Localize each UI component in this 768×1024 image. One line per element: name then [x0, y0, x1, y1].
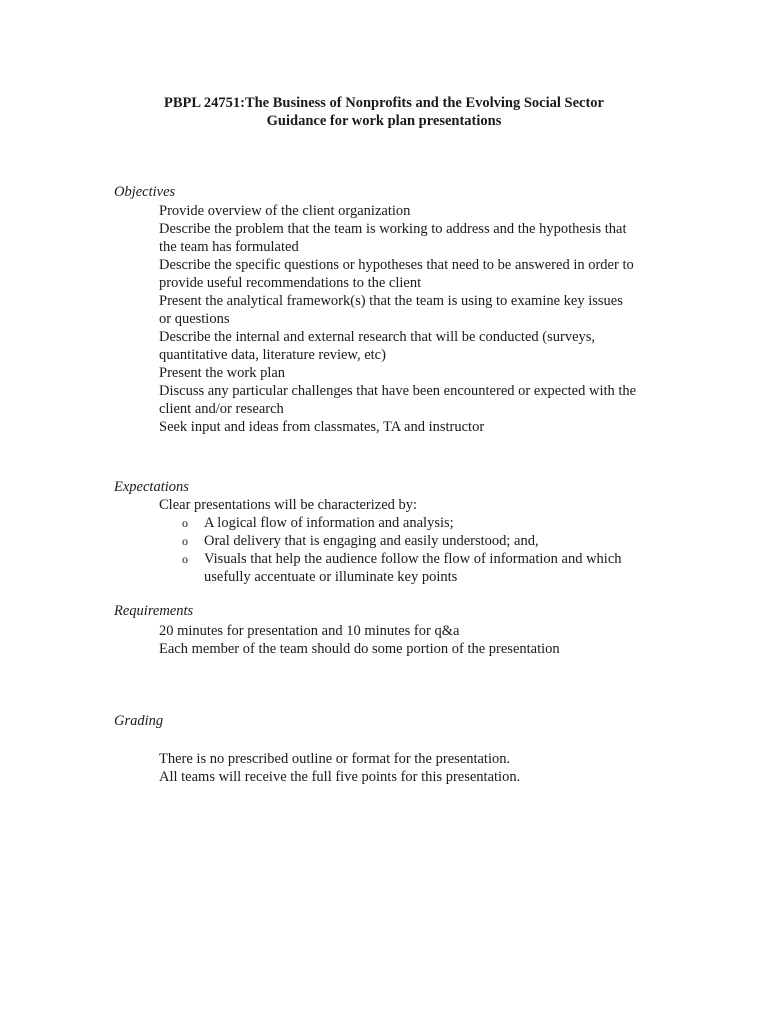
objective-line: or questions [159, 311, 230, 327]
objective-line: Present the analytical framework(s) that the team is using to examine key issues [159, 293, 623, 309]
objective-line: quantitative data, literature review, etc) [159, 347, 386, 363]
objective-line: client and/or research [159, 401, 284, 417]
requirement-line: Each member of the team should do some portion of the presentation [159, 641, 560, 657]
document-title [0, 94, 768, 130]
objectives-heading: Objectives [114, 184, 176, 200]
bullet-text: usefully accentuate or illuminate key points [204, 569, 458, 585]
list-item [159, 514, 669, 532]
hollow-bullet-icon: o [182, 552, 188, 566]
document-subtitle: Guidance for work plan presentations [266, 113, 502, 129]
requirements-heading: Requirements [114, 603, 194, 619]
grading-heading: Grading [114, 713, 164, 729]
objective-line: provide useful recommendations to the client [159, 275, 422, 291]
objective-line: Provide overview of the client organization [159, 203, 411, 219]
expectations-bullet-list [159, 514, 669, 586]
objective-line: Describe the internal and external research that will be conducted (surveys, [159, 329, 596, 345]
objective-line: Seek input and ideas from classmates, TA and instructor [159, 419, 485, 435]
objective-line: Describe the problem that the team is working to address and the hypothesis that [159, 221, 627, 237]
list-item [159, 550, 669, 586]
objective-line: Present the work plan [159, 365, 286, 381]
hollow-bullet-icon: o [182, 516, 188, 530]
requirement-line: 20 minutes for presentation and 10 minutes for q&a [159, 623, 460, 639]
expectations-intro [159, 496, 669, 514]
objective-line: Describe the specific questions or hypotheses that need to be answered in order to [159, 257, 634, 273]
requirements-list [159, 622, 669, 658]
bullet-text: A logical flow of information and analysis; [204, 515, 454, 531]
grading-line: There is no prescribed outline or format for the presentation. [159, 751, 511, 767]
expectations-intro-text: Clear presentations will be characterized by: [159, 497, 418, 513]
course-title: PBPL 24751:The Business of Nonprofits and the Evolving Social Sector [163, 95, 604, 111]
expectations-heading: Expectations [114, 479, 189, 495]
objective-line: the team has formulated [159, 239, 299, 255]
bullet-text: Oral delivery that is engaging and easily understood; and, [204, 533, 539, 549]
hollow-bullet-icon: o [182, 534, 188, 548]
grading-list [159, 750, 669, 786]
grading-line: All teams will receive the full five points for this presentation. [159, 769, 521, 785]
list-item [159, 532, 669, 550]
objectives-list [159, 202, 669, 436]
bullet-text: Visuals that help the audience follow the flow of information and which [204, 551, 622, 567]
objective-line: Discuss any particular challenges that have been encountered or expected with the [159, 383, 637, 399]
